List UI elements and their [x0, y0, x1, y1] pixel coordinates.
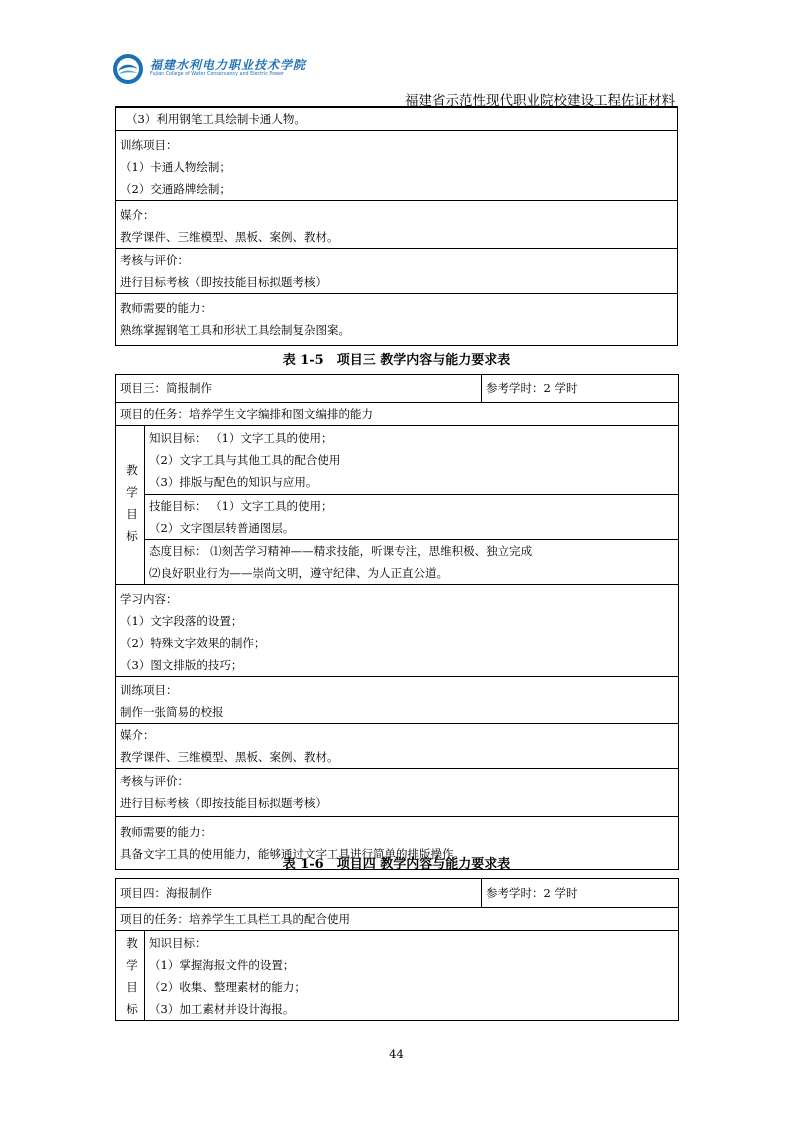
- project-cell: [116, 375, 482, 403]
- content-label: 学习内容：: [120, 592, 178, 606]
- media-cell: [116, 724, 679, 769]
- teaching-goals-label: [116, 426, 145, 585]
- training-label: 训练项目：: [120, 683, 178, 697]
- content-cell: [116, 585, 679, 677]
- college-emblem-icon: [112, 53, 144, 85]
- teaching-goals-label: [116, 931, 145, 1021]
- training-value: 制作一张简易的校报: [120, 705, 224, 719]
- goal-line: 态度目标： ⑴刻苦学习精神——精求技能，听课专注，思维积极、独立完成: [149, 544, 533, 558]
- goal-line: ⑵良好职业行为——崇尚文明，遵守纪律、为人正直公道。: [149, 566, 448, 580]
- project-cell: [116, 879, 482, 908]
- content-item: （1）文字段落的设置；: [120, 614, 243, 628]
- goal-line: （3）排版与配色的知识与应用。: [149, 475, 318, 489]
- reference-hours: 参考学时：2 学时: [486, 381, 578, 395]
- logo-english-name: Fujian College of Water Conservancy and Electric Power: [150, 72, 284, 77]
- project-task: 项目的任务：培养学生文字编排和图文编排的能力: [120, 407, 373, 421]
- assess-cell: [116, 769, 679, 817]
- training-item: （1）卡通人物绘制；: [120, 160, 231, 174]
- training-label: 训练项目：: [120, 138, 178, 152]
- content-item: （3）图文排版的技巧；: [120, 658, 243, 672]
- teacher-label: 教师需要的能力：: [120, 825, 212, 839]
- table-cell: [116, 249, 678, 294]
- goal-line: （2）文字工具与其他工具的配合使用: [149, 453, 341, 467]
- page-number: 44: [389, 1047, 404, 1061]
- assess-value: 进行目标考核（即按技能目标拟题考核）: [120, 275, 327, 289]
- vertical-char: 学: [126, 958, 138, 972]
- vertical-char: 教: [126, 936, 138, 950]
- table-caption-1-6: 表 1-6 项目四 教学内容与能力要求表: [282, 857, 511, 872]
- media-value: 教学课件、三维模型、黑板、案例、教材。: [120, 750, 339, 764]
- knowledge-goals-cell: [145, 931, 679, 1021]
- task-cell: [116, 908, 679, 931]
- vertical-char: 标: [126, 1002, 138, 1016]
- project-name: 项目三：简报制作: [120, 381, 212, 395]
- goal-line: 知识目标：: [149, 936, 207, 950]
- vertical-char: 标: [126, 529, 138, 543]
- table-cell: [116, 294, 678, 346]
- hours-cell: [482, 375, 679, 403]
- assess-value: 进行目标考核（即按技能目标拟题考核）: [120, 796, 327, 810]
- assess-label: 考核与评价：: [120, 253, 189, 267]
- goal-line: 知识目标： （1）文字工具的使用；: [149, 431, 333, 445]
- table-caption-1-5: 表 1-5 项目三 教学内容与能力要求表: [282, 353, 511, 368]
- page-header-title: 福建省示范性现代职业院校建设工程佐证材料: [405, 93, 675, 109]
- project-task: 项目的任务：培养学生工具栏工具的配合使用: [120, 912, 350, 926]
- vertical-char: 学: [126, 485, 138, 499]
- knowledge-goals-cell: [145, 426, 679, 495]
- media-label: 媒介：: [120, 728, 155, 742]
- vertical-char: 目: [126, 507, 138, 521]
- table-cell: [116, 108, 678, 131]
- table-cell: [116, 131, 678, 201]
- training-item: （2）交通路牌绘制；: [120, 182, 231, 196]
- attitude-goals-cell: [145, 540, 679, 585]
- table-cell: [116, 201, 678, 249]
- reference-hours: 参考学时：2 学时: [486, 886, 578, 900]
- content-item: （2）特殊文字效果的制作；: [120, 636, 266, 650]
- table-continued: [115, 107, 678, 346]
- logo-chinese-name: 福建水利电力职业技术学院: [150, 58, 307, 72]
- task-cell: [116, 403, 679, 426]
- media-value: 教学课件、三维模型、黑板、案例、教材。: [120, 230, 339, 244]
- hours-cell: [482, 879, 679, 908]
- teacher-label: 教师需要的能力：: [120, 301, 212, 315]
- college-logo: [110, 52, 307, 92]
- table-1-6: [115, 878, 679, 1021]
- vertical-char: 目: [126, 980, 138, 994]
- goal-line: （3）加工素材并设计海报。: [149, 1002, 295, 1016]
- training-cell: [116, 677, 679, 724]
- goal-line: 技能目标： （1）文字工具的使用；: [149, 499, 333, 513]
- goal-line: （1）掌握海报文件的设置；: [149, 958, 295, 972]
- item-line: （3）利用钢笔工具绘制卡通人物。: [126, 112, 306, 126]
- goal-line: （2）文字图层转普通图层。: [149, 521, 295, 535]
- teacher-value: 熟练掌握钢笔工具和形状工具绘制复杂图案。: [120, 323, 350, 337]
- vertical-char: 教: [126, 463, 138, 477]
- goal-line: （2）收集、整理素材的能力；: [149, 980, 306, 994]
- table-1-5: [115, 374, 679, 870]
- skill-goals-cell: [145, 495, 679, 540]
- project-name: 项目四：海报制作: [120, 886, 212, 900]
- assess-label: 考核与评价：: [120, 774, 189, 788]
- media-label: 媒介：: [120, 208, 155, 222]
- teacher-value: 具备文字工具的使用能力，能够通过文字工具进行简单的排版操作。: [120, 847, 465, 861]
